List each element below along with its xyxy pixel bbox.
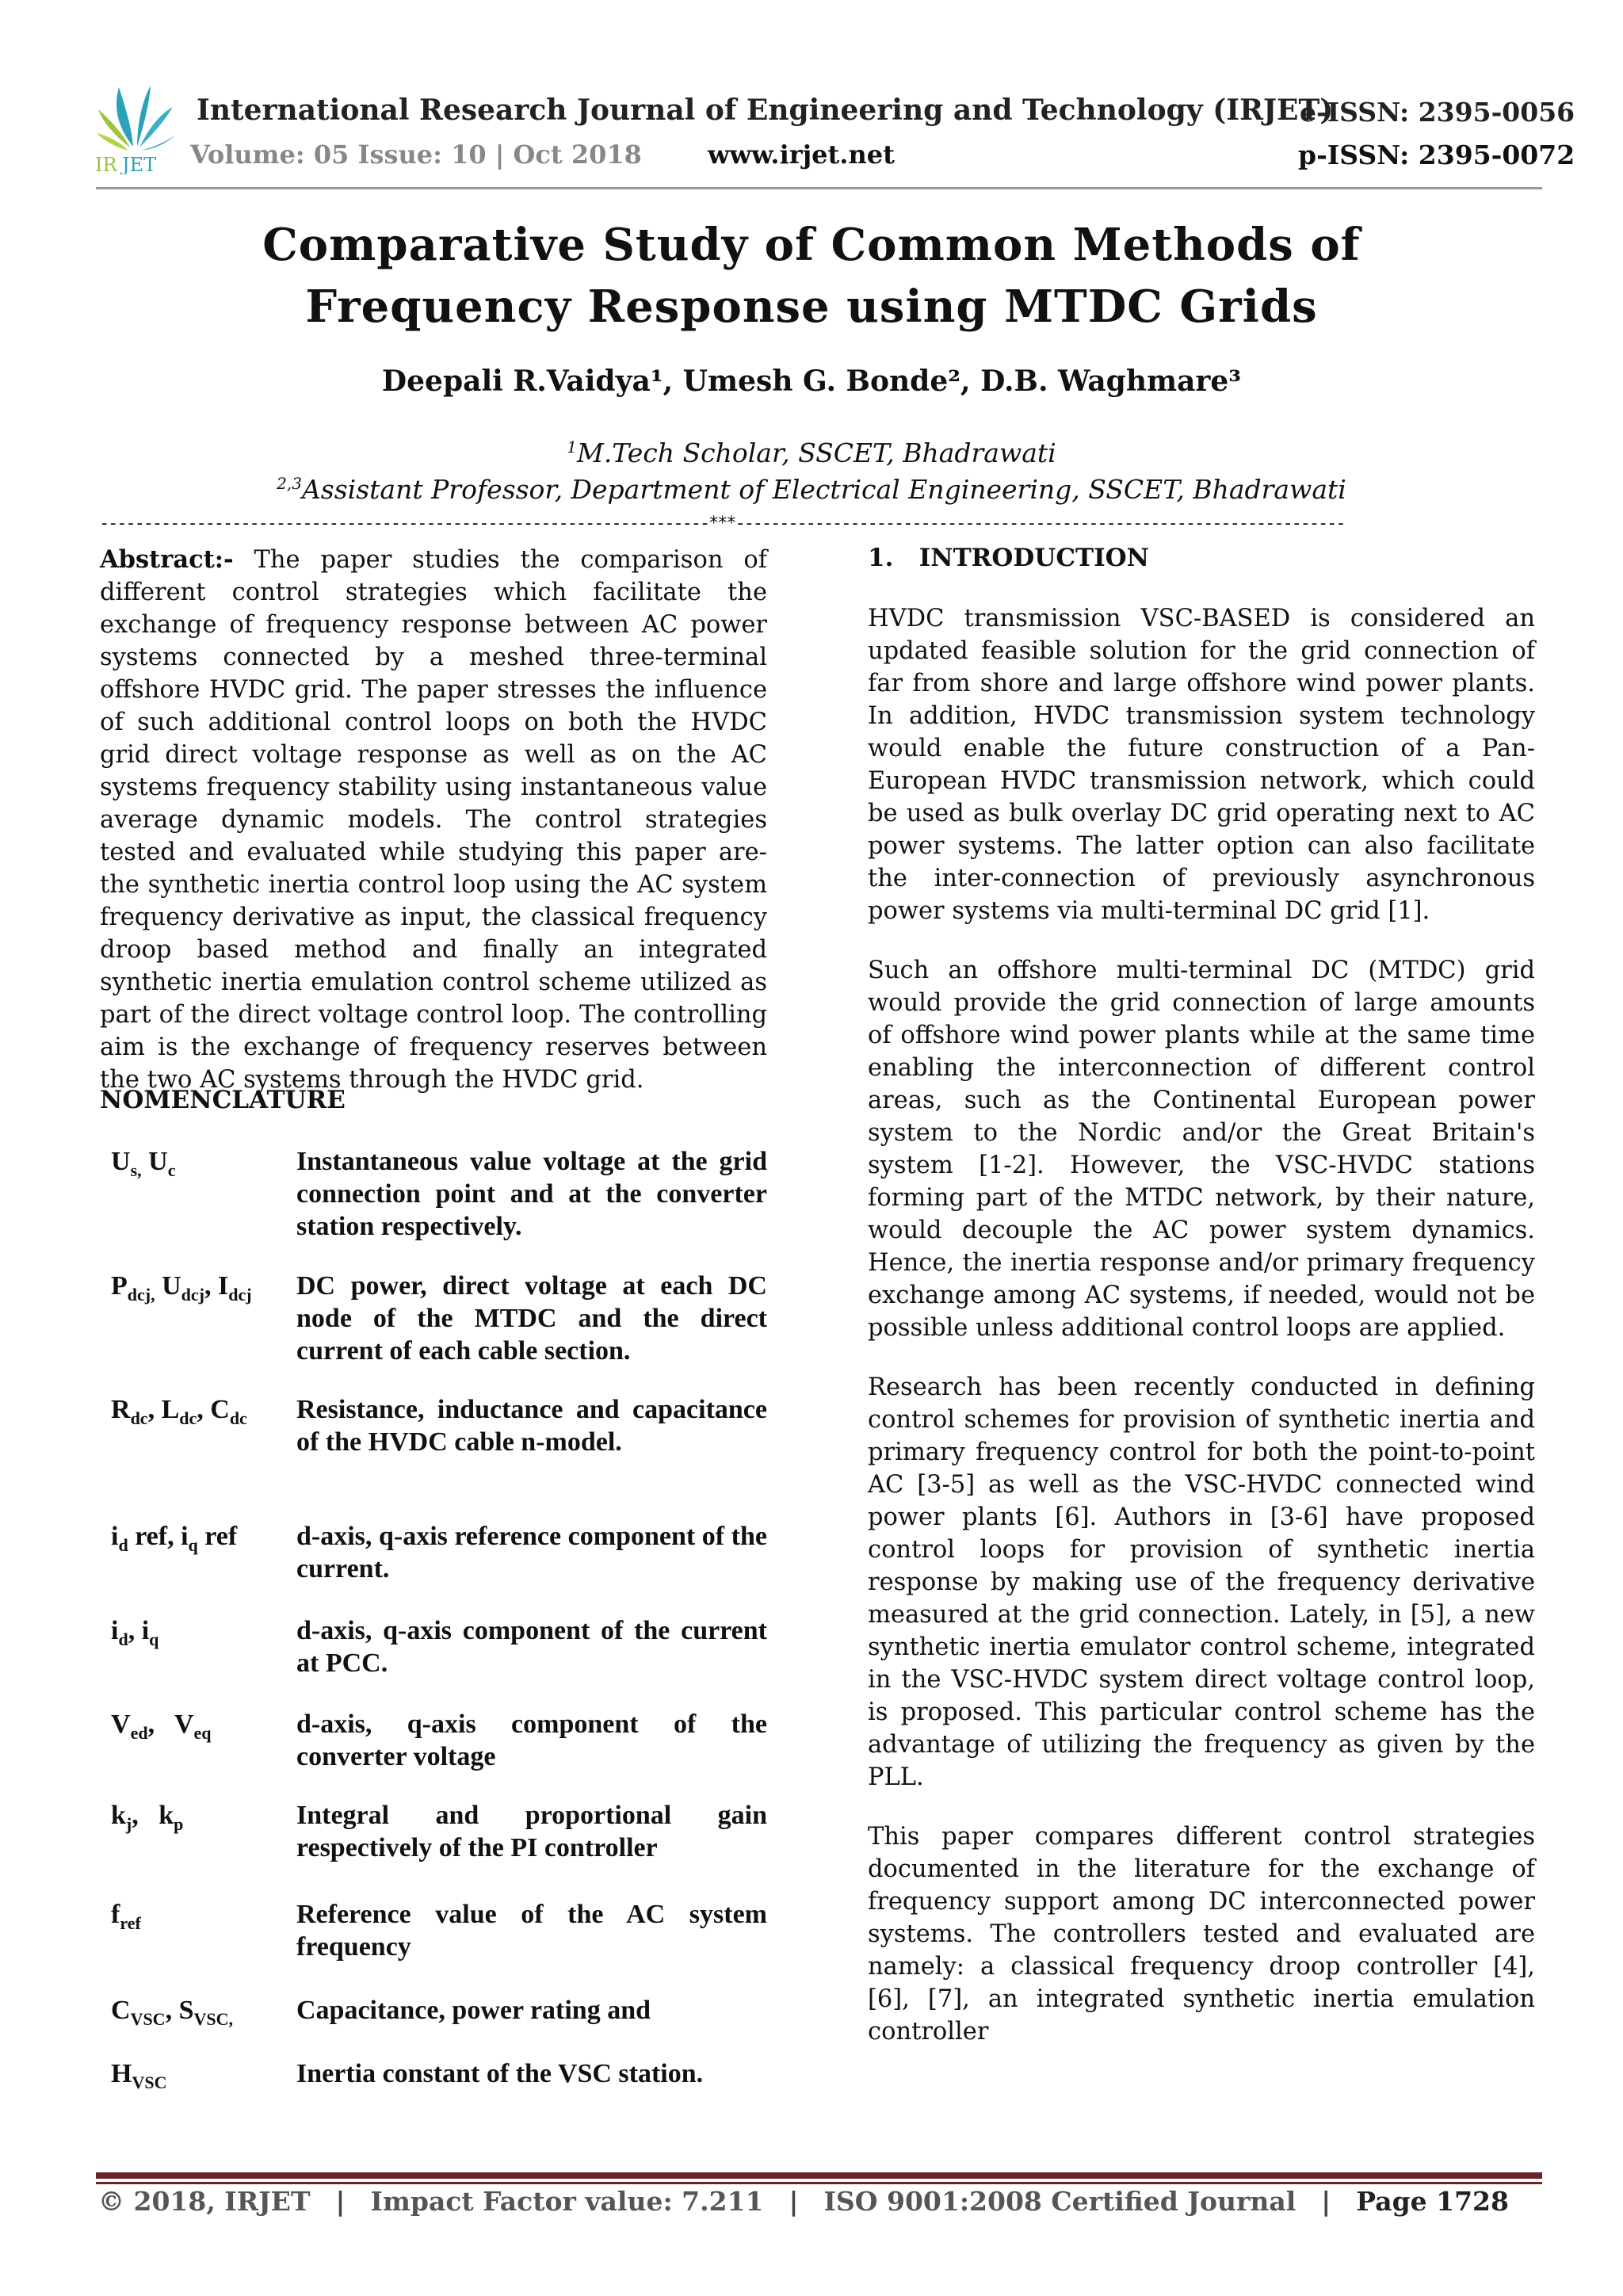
symbol-subscript: dcj	[181, 1284, 204, 1305]
nomenclature-symbol	[111, 1270, 293, 1311]
page-number: Page 1728	[1356, 2186, 1509, 2217]
footer-rule-thin	[96, 2182, 1542, 2184]
nomenclature-symbol	[111, 1145, 293, 1186]
symbol-base: k	[111, 1801, 126, 1830]
authors: Deepali R.Vaidya¹, Umesh G. Bonde², D.B. Waghmare³	[381, 365, 1242, 398]
symbol-subscript: d	[118, 1629, 128, 1649]
symbol-base: ref	[197, 1522, 238, 1551]
footer-separator: |	[1321, 2186, 1331, 2217]
symbol-base: ref, i	[128, 1522, 189, 1551]
symbol-subscript: dc	[130, 1408, 148, 1428]
symbol-base: H	[111, 2059, 132, 2088]
nomenclature-symbol	[111, 1898, 293, 1939]
copyright: © 2018, IRJET	[98, 2186, 311, 2217]
nomenclature-symbol	[111, 1393, 293, 1435]
paragraph: This paper compares different control strategies documented in the literature for the exchange of frequency support among DC interconnected power systems. The controllers tested and evaluated are namely: a classical frequency droop controller [4], [6], [7], an integrated synthetic inertia emulation controller	[868, 1823, 1535, 2046]
paragraph: Research has been recently conducted in defining control schemes for provision of synthetic inertia and primary frequency control for both the point-to-point AC [3-5] as well as the VSC-HVDC connected wind power plants [6]. Authors in [3-6] have proposed control loops for provision of synthetic inertia response by making use of the frequency derivative measured at the grid connection. Lately, in [5], a new synthetic inertia emulator control scheme, integrated in the VSC-HVDC system direct voltage control loop, is proposed. This particular control scheme has the advantage of utilizing the frequency as given by the PLL.	[868, 1373, 1535, 1791]
title-line: Comparative Study of Common Methods of	[262, 219, 1361, 271]
symbol-base: f	[111, 1900, 120, 1929]
symbol-base: i	[111, 1616, 119, 1645]
nomenclature-definition: Reference value of the AC system frequency	[296, 1900, 767, 1962]
symbol-subscript: eq	[193, 1722, 212, 1743]
symbol-subscript: s,	[130, 1159, 142, 1180]
nomenclature-definition: d-axis, q-axis reference component of the current.	[296, 1522, 767, 1584]
symbol-subscript: q	[188, 1534, 198, 1555]
symbol-base: , C	[197, 1395, 230, 1424]
svg-text:JET: JET	[122, 154, 157, 174]
symbol-subscript: dc	[229, 1408, 247, 1428]
nomenclature-definition: DC power, direct voltage at each DC node of the MTDC and the direct current of each cable section.	[296, 1271, 767, 1366]
nomenclature-definition: Capacitance, power rating and	[296, 1996, 651, 2025]
abstract-label: Abstract:-	[100, 545, 234, 574]
nomenclature-symbol	[111, 1520, 293, 1561]
header-divider	[96, 187, 1542, 189]
symbol-base: , k	[132, 1801, 174, 1830]
symbol-subscript: dcj	[228, 1284, 252, 1305]
symbol-subscript: dcj,	[127, 1284, 155, 1305]
nomenclature-definition: Integral and proportional gain respectively of the PI controller	[296, 1801, 767, 1862]
footer-separator: |	[789, 2186, 799, 2217]
symbol-subscript: ref	[120, 1912, 141, 1933]
introduction-heading: 1. INTRODUCTION	[868, 544, 1149, 572]
paragraph: HVDC transmission VSC-BASED is considered an updated feasible solution for the grid connection of far from shore and large offshore wind power plants. In addition, HVDC transmission system technology would enable the future construction of a Pan-European HVDC transmission network, which could be used as bulk overlay DC grid operating next to AC power systems. The latter option can also facilitate the inter-connection of previously asynchronous power systems via multi-terminal DC grid [1].	[868, 605, 1535, 925]
symbol-base: , I	[204, 1271, 229, 1301]
nomenclature-symbol	[111, 1708, 293, 1749]
title-line: Frequency Response using MTDC Grids	[305, 281, 1318, 333]
symbol-subscript: ed	[130, 1722, 148, 1743]
symbol-base: i	[111, 1522, 119, 1551]
footer	[98, 2186, 1525, 2217]
website-link[interactable]: www.irjet.net	[708, 139, 895, 170]
symbol-base: U	[111, 1147, 131, 1176]
symbol-subscript: VSC,	[193, 2008, 234, 2029]
symbol-base: , V	[147, 1710, 194, 1739]
symbol-base: V	[111, 1710, 131, 1739]
paper-title	[0, 214, 1623, 338]
symbol-base: , L	[147, 1395, 180, 1424]
symbol-subscript: j	[125, 1813, 132, 1834]
affiliation-text: Assistant Professor, Department of Electrical Engineering, SSCET, Bhadrawati	[301, 474, 1346, 505]
nomenclature-definition: d-axis, q-axis component of the converter voltage	[296, 1710, 767, 1771]
svg-text:IR: IR	[95, 154, 117, 174]
volume-issue: Volume: 05 Issue: 10 | Oct 2018	[190, 139, 642, 170]
affiliation-text: M.Tech Scholar, SSCET, Bhadrawati	[577, 437, 1056, 468]
paragraph: Such an offshore multi-terminal DC (MTDC) grid would provide the grid connection of large amounts of offshore wind power plants while at the same time enabling the interconnection of different control areas, such as the Continental European power system to the Nordic and/or the Great Britain's system [1-2]. However, the VSC-HVDC stations forming part of the MTDC network, by their nature, would decouple the AC power system dynamics. Hence, the inertia response and/or primary frequency exchange among AC systems, if needed, would not be possible unless additional control loops are applied.	[868, 957, 1535, 1342]
eissn: e-ISSN: 2395-0056	[1300, 97, 1575, 128]
section-separator: ---------------------------------------------------------------------***---------------------------------------------------------------------	[99, 514, 1345, 533]
abstract-text: The paper studies the comparison of different control strategies which facilitate the exchange of frequency response between AC power systems connected by a meshed three-terminal offshore HVDC grid. The paper stresses the influence of such additional control loops on both the HVDC grid direct voltage response as well as on the AC systems frequency stability using instantaneous value average dynamic models. The control strategies tested and evaluated while studying this paper are- the synthetic inertia control loop using the AC system frequency derivative as input, the classical frequency droop based method and finally an integrated synthetic inertia emulation control scheme utilized as part of the direct voltage control loop. The controlling aim is the exchange of frequency reserves between the two AC systems through the HVDC grid.	[100, 546, 767, 1094]
nomenclature-symbol	[111, 1614, 293, 1656]
symbol-subscript: p	[174, 1813, 184, 1834]
affiliation-1	[0, 437, 1623, 468]
affiliation-2	[0, 474, 1623, 505]
nomenclature-definition: Resistance, inductance and capacitance of the HVDC cable n-model.	[296, 1395, 767, 1457]
nomenclature-definition: d-axis, q-axis component of the current at PCC.	[296, 1616, 767, 1678]
nomenclature-definition: Instantaneous value voltage at the grid connection point and at the converter station respectively.	[296, 1147, 767, 1241]
journal-name: International Research Journal of Engineering and Technology (IRJET)	[197, 94, 1334, 127]
nomenclature-definition: Inertia constant of the VSC station.	[296, 2059, 704, 2088]
symbol-base: , S	[165, 1996, 194, 2025]
impact-factor: Impact Factor value: 7.211	[370, 2186, 764, 2217]
symbol-subscript: c	[167, 1159, 176, 1180]
iso-certification: ISO 9001:2008 Certified Journal	[823, 2186, 1296, 2217]
symbol-base: , i	[128, 1616, 150, 1645]
irjet-logo	[94, 79, 181, 174]
symbol-base: C	[111, 1996, 131, 2025]
nomenclature-symbol	[111, 1799, 293, 1840]
symbol-subscript: VSC	[132, 2072, 167, 2092]
pissn: p-ISSN: 2395-0072	[1298, 139, 1575, 170]
symbol-subscript: d	[118, 1534, 128, 1555]
symbol-base: U	[141, 1147, 168, 1176]
nomenclature-symbol	[111, 1994, 293, 2035]
footer-separator: |	[335, 2186, 346, 2217]
nomenclature-symbol	[111, 2057, 293, 2099]
affiliation-sup: 2,3	[277, 474, 302, 493]
footer-rule	[96, 2172, 1542, 2179]
symbol-subscript: q	[149, 1629, 159, 1649]
symbol-base: P	[111, 1271, 128, 1301]
abstract	[100, 544, 767, 1123]
introduction-body	[868, 602, 1535, 2075]
symbol-subscript: VSC	[130, 2008, 166, 2029]
symbol-base: R	[111, 1395, 131, 1424]
nomenclature-heading: NOMENCLATURE	[100, 1086, 346, 1114]
symbol-subscript: dc	[179, 1408, 197, 1428]
affiliation-sup: 1	[567, 437, 578, 457]
symbol-base: U	[155, 1271, 181, 1301]
